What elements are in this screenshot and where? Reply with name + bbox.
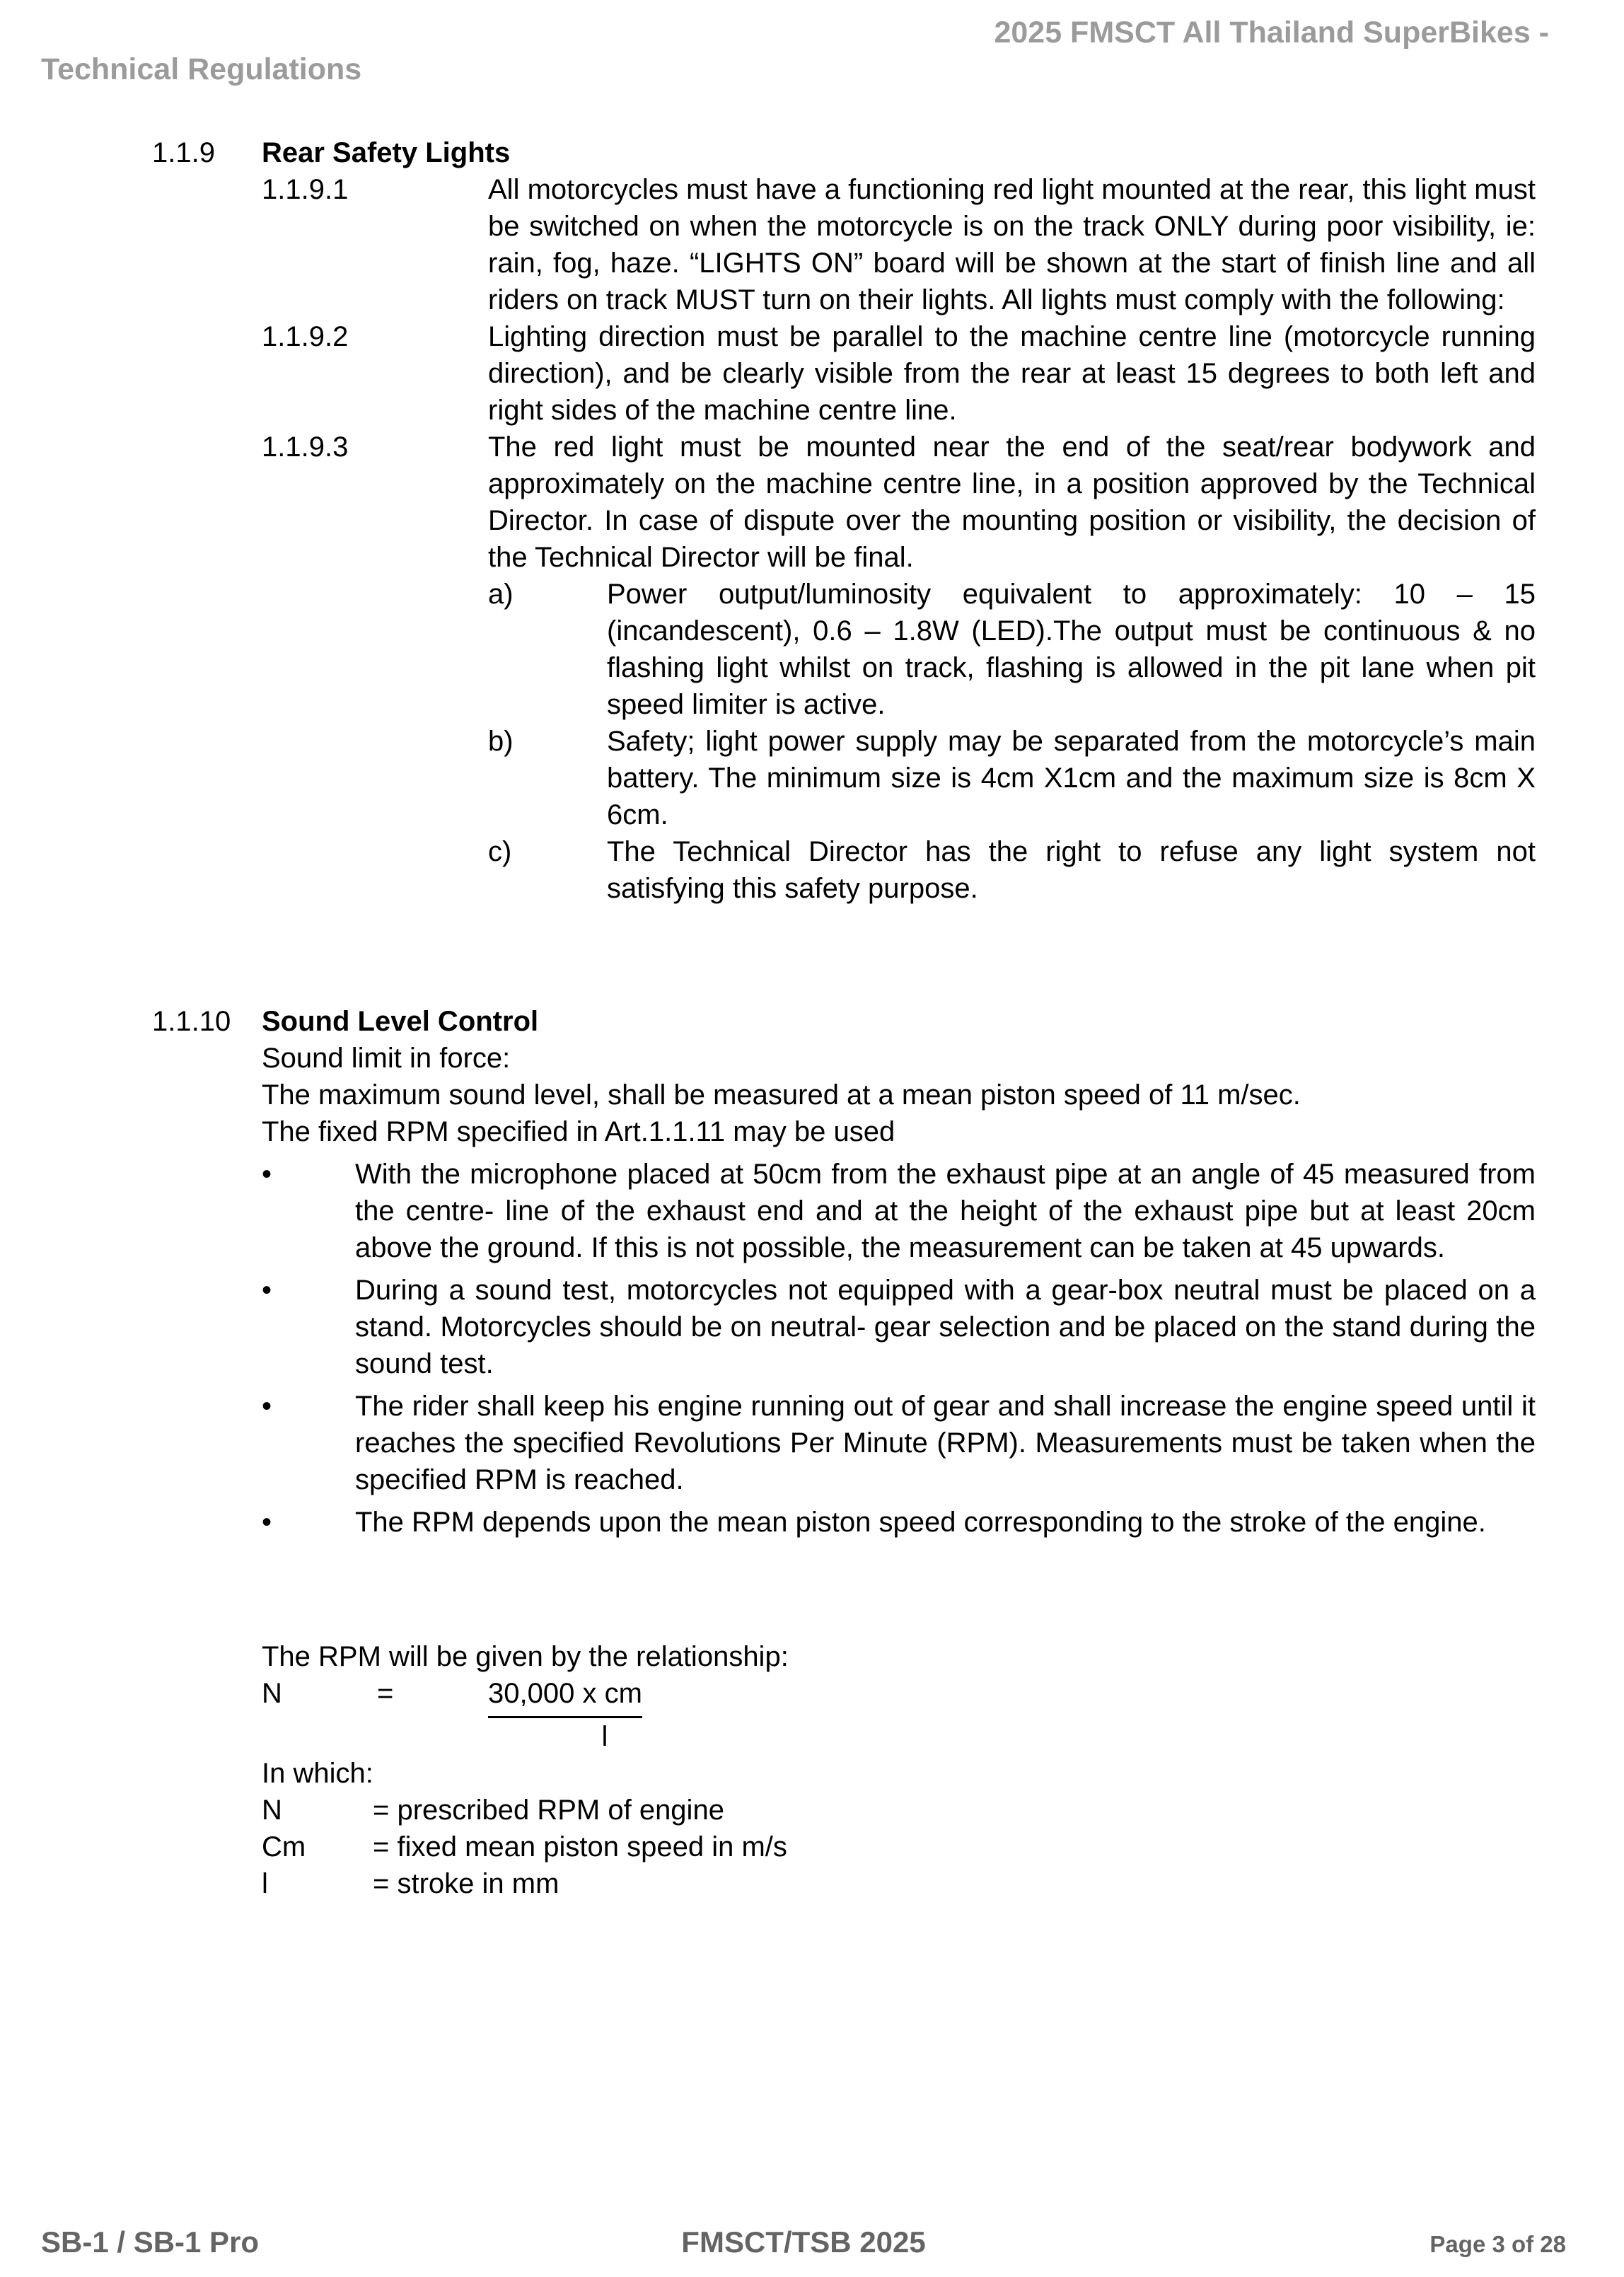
rpm-formula-block xyxy=(152,1638,1536,1902)
clause-text: The red light must be mounted near the end of the seat/rear bodywork and approximately on the machine centre line, in a position approved by the Technical Director. In case of dispute over the mounting position or visibility, the decision of the Technical Director will be final. xyxy=(488,431,1536,573)
definition-text: = stroke in mm xyxy=(373,1868,559,1899)
subitem-b xyxy=(488,723,1536,833)
intro-line: The maximum sound level, shall be measured at a mean piston speed of 11 m/sec. xyxy=(262,1079,1301,1111)
bullet-text: The RPM depends upon the mean piston speed corresponding to the stroke of the engine. xyxy=(355,1507,1486,1538)
formula-row xyxy=(262,1675,1536,1718)
definition-symbol: N xyxy=(262,1795,282,1826)
clause-number: 1.1.9.2 xyxy=(262,321,349,352)
subitem-label: a) xyxy=(488,579,514,610)
definition-row xyxy=(262,1792,1536,1829)
subitem-label: c) xyxy=(488,836,512,867)
clause-1-1-9-2 xyxy=(262,318,1536,429)
footer-page-number: Page 3 of 28 xyxy=(1429,2231,1567,2257)
section-sound-level-control xyxy=(152,1003,1536,1541)
subitem-text: Safety; light power supply may be separated from the motorcycle’s main battery. The minimum size is 4cm X1cm and the maximum size is 8cm X 6cm. xyxy=(607,726,1536,830)
bullet-icon: • xyxy=(262,1507,272,1538)
bullet-text: The rider shall keep his engine running out of gear and shall increase the engine speed until it reaches the specified Revolutions Per Minute (RPM). Measurements must be taken when the specified RPM is reached. xyxy=(355,1391,1536,1495)
section-number: 1.1.9 xyxy=(152,137,215,168)
intro-line: Sound limit in force: xyxy=(262,1043,511,1074)
subitem-label: b) xyxy=(488,726,514,757)
subitem-text: Power output/luminosity equivalent to approximately: 10 – 15 (incandescent), 0.6 – 1.8W (LED).The output must be continuous & no flashing light whilst on track, flashing is allowed in the pit lane when pit speed limiter is active. xyxy=(607,579,1536,720)
definition-row xyxy=(262,1829,1536,1865)
section-heading xyxy=(152,1003,1536,1040)
formula-lead-in: The RPM will be given by the relationship: xyxy=(262,1641,789,1672)
bullet-item xyxy=(262,1272,1536,1382)
bullet-icon: • xyxy=(262,1391,272,1422)
definition-row xyxy=(262,1865,1536,1902)
section-number: 1.1.10 xyxy=(152,1006,231,1037)
bullet-icon: • xyxy=(262,1159,272,1190)
formula-equals: = xyxy=(377,1678,394,1709)
formula-lhs: N xyxy=(262,1678,282,1709)
definition-symbol: Cm xyxy=(262,1831,306,1862)
formula-denominator: l xyxy=(601,1721,608,1752)
intro-line: The fixed RPM specified in Art.1.1.11 may be used xyxy=(262,1116,895,1147)
bullet-item xyxy=(262,1504,1536,1541)
clause-1-1-9-1 xyxy=(262,171,1536,318)
header-title-right: 2025 FMSCT All Thailand SuperBikes - xyxy=(994,16,1549,50)
subitem-a xyxy=(488,576,1536,723)
clause-text: All motorcycles must have a functioning red light mounted at the rear, this light must be switched on when the motorcycle is on the track ONLY during poor visibility, ie: rain, fog, haze. “LIGHTS ON” board will be shown at the start of finish line and all riders on track MUST turn on their lights. All lights must comply with the following: xyxy=(488,174,1536,315)
subitem-c xyxy=(488,833,1536,907)
section-rear-safety-lights xyxy=(152,134,1536,907)
clause-text: Lighting direction must be parallel to the machine centre line (motorcycle running direction), and be clearly visible from the rear at least 15 degrees to both left and right sides of the machine centre line. xyxy=(488,321,1536,426)
footer-class-label: SB-1 / SB-1 Pro xyxy=(41,2225,260,2259)
subitem-text: The Technical Director has the right to refuse any light system not satisfying this safety purpose. xyxy=(607,836,1536,904)
in-which-label: In which: xyxy=(262,1758,373,1789)
clause-number: 1.1.9.3 xyxy=(262,431,349,463)
definition-text: = fixed mean piston speed in m/s xyxy=(373,1831,787,1862)
formula-numerator: 30,000 x cm xyxy=(488,1675,642,1718)
bullet-text: During a sound test, motorcycles not equipped with a gear-box neutral must be placed on a stand. Motorcycles should be on neutral- gear selection and be placed on the stand during the sound test. xyxy=(355,1275,1536,1379)
clause-1-1-9-3 xyxy=(262,429,1536,576)
section-heading xyxy=(152,134,1536,171)
bullet-item xyxy=(262,1388,1536,1498)
page-footer xyxy=(41,2225,1566,2259)
definition-symbol: l xyxy=(262,1868,268,1899)
bullet-icon: • xyxy=(262,1275,272,1306)
bullet-text: With the microphone placed at 50cm from the exhaust pipe at an angle of 45 measured from the centre- line of the exhaust end and at the height of the exhaust pipe but at least 20cm above the ground. If this is not possible, the measurement can be taken at 45 upwards. xyxy=(355,1159,1536,1263)
footer-document-label: FMSCT/TSB 2025 xyxy=(681,2225,926,2259)
definition-text: = prescribed RPM of engine xyxy=(373,1795,724,1826)
header-title-left: Technical Regulations xyxy=(41,52,362,86)
section-title: Sound Level Control xyxy=(262,1006,539,1037)
clause-number: 1.1.9.1 xyxy=(262,174,349,205)
bullet-item xyxy=(262,1156,1536,1266)
section-title: Rear Safety Lights xyxy=(262,137,511,168)
